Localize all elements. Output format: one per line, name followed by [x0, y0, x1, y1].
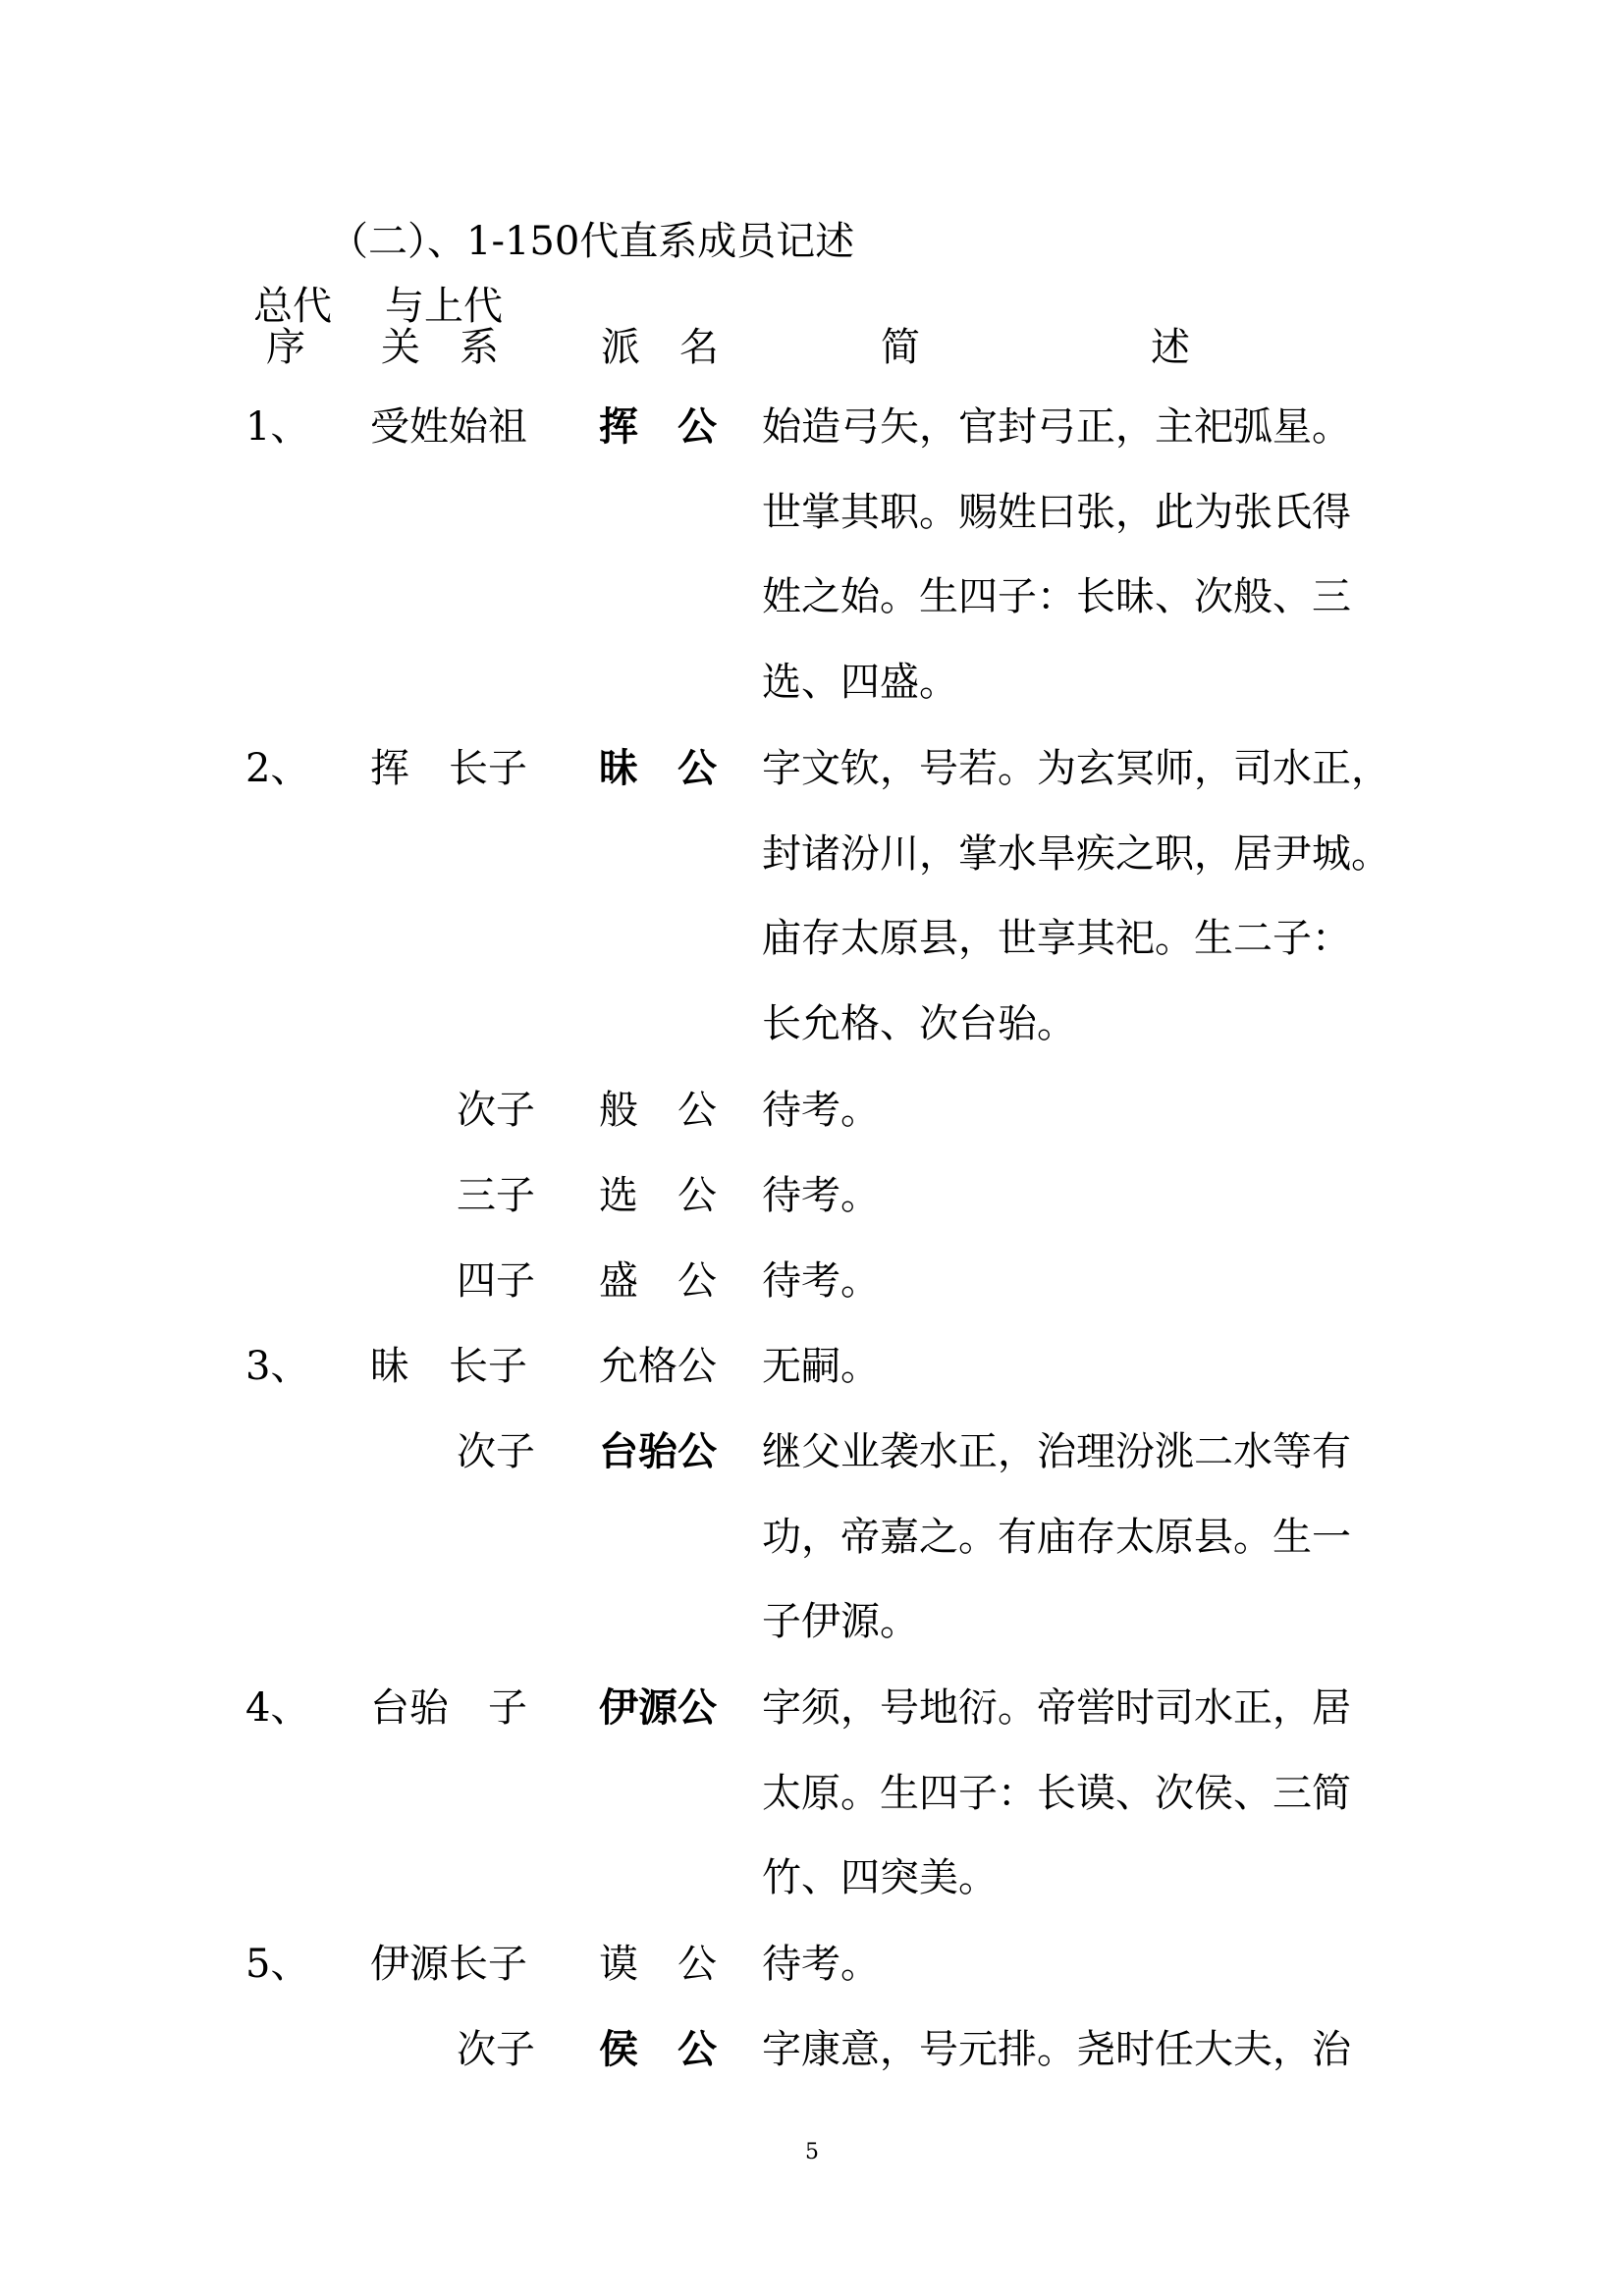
description-line: 无嗣。: [762, 1344, 880, 1389]
entry-name: 侯 公: [599, 2026, 717, 2072]
entry-relation: 台骀 子: [370, 1685, 527, 1731]
entry-name: 允格公: [599, 1344, 717, 1389]
description-line: 字康意，号元排。尧时任大夫，治: [762, 2027, 1351, 2072]
entry-relation: 次子: [457, 2027, 535, 2072]
description-line: 待考。: [762, 1258, 880, 1304]
entry-description: [762, 726, 1390, 1066]
description-line: 功，帝嘉之。有庙存太原县。生一: [762, 1514, 1351, 1560]
description-line: 封诸汾川，掌水旱疾之职，居尹城。: [762, 830, 1390, 877]
entry-relation: 次子: [457, 1088, 535, 1133]
entry-description: [762, 1922, 1390, 2007]
description-line: 庙存太原县，世享其祀。生二子：: [762, 916, 1351, 961]
entry-relation: 受姓始祖: [370, 404, 527, 450]
header-col1-line1: 总代: [253, 284, 332, 329]
page-number: 5: [805, 2140, 819, 2164]
entry-relation: 昧 长子: [370, 1344, 527, 1389]
section-title: （二）、1-150代直系成员记述: [329, 219, 855, 264]
description-line: 待考。: [762, 1173, 880, 1218]
entry-description: [762, 385, 1390, 724]
entry-description: [762, 1324, 1390, 1410]
header-col2-line1: 与上代: [385, 284, 503, 329]
entry-description: [762, 2007, 1390, 2093]
description-line: 待考。: [762, 1088, 880, 1133]
header-col1-line2: 序: [266, 325, 305, 370]
description-line: 字文钦，号若。为玄冥师，司水正，: [762, 746, 1390, 791]
entry-relation: 伊源长子: [370, 1942, 527, 1987]
entry-name: 般 公: [599, 1088, 717, 1133]
header-col4-a: 简: [881, 325, 920, 370]
entry-name: 台骀公: [599, 1428, 717, 1474]
entry-name: 选 公: [599, 1173, 717, 1218]
entry-name: 挥 公: [599, 403, 717, 450]
header-col3: 派 名: [601, 325, 719, 370]
entry-relation: 四子: [457, 1258, 535, 1304]
description-line: 姓之始。生四子：长昧、次般、三: [762, 574, 1351, 619]
entry-description: [762, 1068, 1390, 1153]
header-col2-line2: 关 系: [381, 325, 499, 370]
description-line: 太原。生四子：长谟、次侯、三简: [762, 1770, 1351, 1816]
description-line: 子伊源。: [762, 1599, 919, 1644]
entry-description: [762, 1666, 1390, 1921]
entry-description: [762, 1153, 1390, 1239]
description-line: 世掌其职。赐姓曰张，此为张氏得: [762, 489, 1351, 535]
entry-name: 伊源公: [599, 1684, 717, 1731]
entry-name: 谟 公: [599, 1942, 717, 1987]
header-col4-b: 述: [1151, 325, 1190, 370]
entry-description: [762, 1239, 1390, 1324]
entry-sequence: 1、: [245, 404, 310, 450]
entry-sequence: 2、: [245, 746, 310, 791]
entry-relation: 挥 长子: [370, 746, 527, 791]
description-line: 竹、四突美。: [762, 1855, 998, 1900]
description-line: 始造弓矢，官封弓正，主祀弧星。: [762, 404, 1351, 450]
description-line: 继父业袭水正，治理汾洮二水等有: [762, 1429, 1351, 1474]
entry-description: [762, 1410, 1390, 1665]
entry-relation: 三子: [457, 1173, 535, 1218]
entry-sequence: 5、: [245, 1942, 310, 1987]
entry-relation: 次子: [457, 1429, 535, 1474]
description-line: 长允格、次台骀。: [762, 1000, 1076, 1046]
entry-sequence: 4、: [245, 1685, 310, 1731]
description-line: 字须，号地衍。帝喾时司水正，居: [762, 1685, 1351, 1731]
entry-sequence: 3、: [245, 1344, 310, 1389]
description-line: 待考。: [762, 1942, 880, 1987]
entry-name: 盛 公: [599, 1258, 717, 1304]
entry-name: 昧 公: [599, 745, 717, 791]
description-line: 选、四盛。: [762, 659, 958, 705]
